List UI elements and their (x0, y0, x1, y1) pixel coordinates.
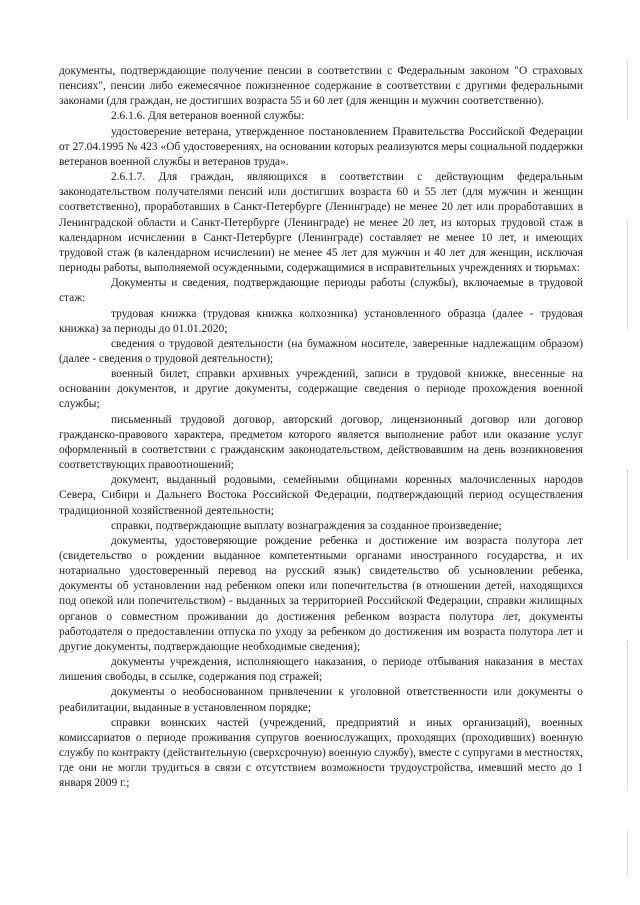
list-item-military-ticket: военный билет, справки архивных учреждений, записи в трудовой книжке, внесенные на основании документов, и другие документы, содержащие сведения о периоде прохождения военной службы; (59, 368, 583, 411)
scan-edge-mark (627, 220, 628, 330)
list-item-indigenous-document: документ, выданный родовыми, семейными общинами коренных малочисленных народов Севера, Сибири и Дальнего Востока Российской Федерации, подтверждающий период осуществления традиционной хозяйственной деятельности; (59, 474, 583, 517)
paragraph-veteran-certificate: удостоверение ветерана, утвержденное постановлением Правительства Российской Федерации от 27.04.1995 № 423 «Об удостоверениях, на основании которых реализуются меры социальной поддержки ветеранов военной службы и ветеранов труда». (59, 125, 583, 168)
list-item-military-spouse-certificates: справки воинских частей (учреждений, предприятий и иных организаций), военных комиссариатов о периоде проживания супругов военнослужащих, проходящих (проходивших) военную службу по контракту (действительную (сверхсрочную) военную службу), вместе с супругами в местностях, где они не могли трудиться в связи с отсутствием возможности трудоустройства, имевший место до 1 января 2009 г.; (59, 716, 583, 790)
list-item-child-birth-docs: документы, удостоверяющие рождение ребенка и достижение им возраста полутора лет (свидетельство о рождении выданное компетентными органами иностранного государства, и их нотариально удостоверенный перевод на русский язык) свидетельство об усыновлении ребенка, документы об установлении над ребенком опеки или попечительства (в отношении детей, находящихся под опекой или попечительством) - выданных за территорией Российской Федерации, справки жилищных органов о совместном проживании до достижения ребенком возраста полутора лет, документы работодателя о предоставлении отпуска по уходу за ребенком до достижения им возраста полутора лет и другие документы, подтверждающие необходимые сведения); (59, 534, 583, 653)
document-body (59, 64, 583, 792)
section-2-6-1-7: 2.6.1.7. Для граждан, являющихся в соответствии с действующим федеральным законодательством получателями пенсий или достигших возраста 60 и 55 лет (для мужчин и женщин соответственно), проработавших в Санкт-Петербурге (Ленинграде) не менее 20 лет или проработавших в Ленинградской области и Санкт-Петербурге (Ленинграде) не менее 20 лет, из которых трудовой стаж в календарном исчислении в Санкт-Петербурге (Ленинграде) составляет не менее 10 лет, и имеющих трудовой стаж (в календарном исчислении) не менее 45 лет для мужчин и 40 лет для женщин, исключая периоды работы, выполняемой осужденными, содержащимися в исправительных учреждениях и тюрьмах: (59, 171, 583, 275)
list-item-royalty-certificates: справки, подтверждающие выплату вознаграждения за созданное произведение; (111, 519, 502, 532)
paragraph-pension-documents: документы, подтверждающие получение пенсии в соответствии с Федеральным законом "О страховых пенсиях", пенсии либо ежемесячное пожизненное содержание в соответствии с другими федеральными законами (для граждан, не достигших возраста 55 и 60 лет (для женщин и мужчин соответственно). (59, 65, 583, 108)
list-item-rehabilitation-docs: документы о необоснованном привлечении к уголовной ответственности или документы о реабилитации, выданные в установленном порядке; (59, 686, 583, 714)
list-item-labor-book: трудовая книжка (трудовая книжка колхозника) установленного образца (далее - трудовая книжка) за периоды до 01.01.2020; (59, 307, 583, 335)
paragraph-work-period-docs: Документы и сведения, подтверждающие периоды работы (службы), включаемые в трудовой стаж: (59, 277, 583, 305)
scan-edge-mark (627, 470, 628, 560)
section-heading-2-6-1-6: 2.6.1.6. Для ветеранов военной службы: (111, 110, 305, 123)
list-item-labor-info: сведения о трудовой деятельности (на бумажном носителе, заверенные надлежащим образом) (далее - сведения о трудовой деятельности); (59, 337, 583, 365)
scan-edge-mark (627, 60, 628, 120)
list-item-written-contract: письменный трудовой договор, авторский договор, лицензионный договор или договор гражданско-правового характера, предметом которого является выполнение работ или оказание услуг оформленный в соответствии с гражданским законодательством, действовавшим на день возникновения соответствующих правоотношений; (59, 413, 583, 472)
scan-edge-mark (627, 640, 628, 790)
list-item-penal-institution-docs: документы учреждения, исполняющего наказания, о периоде отбывания наказания в местах лишения свободы, в ссылке, содержания под стражей; (59, 656, 583, 684)
scan-edge-mark (627, 830, 628, 875)
